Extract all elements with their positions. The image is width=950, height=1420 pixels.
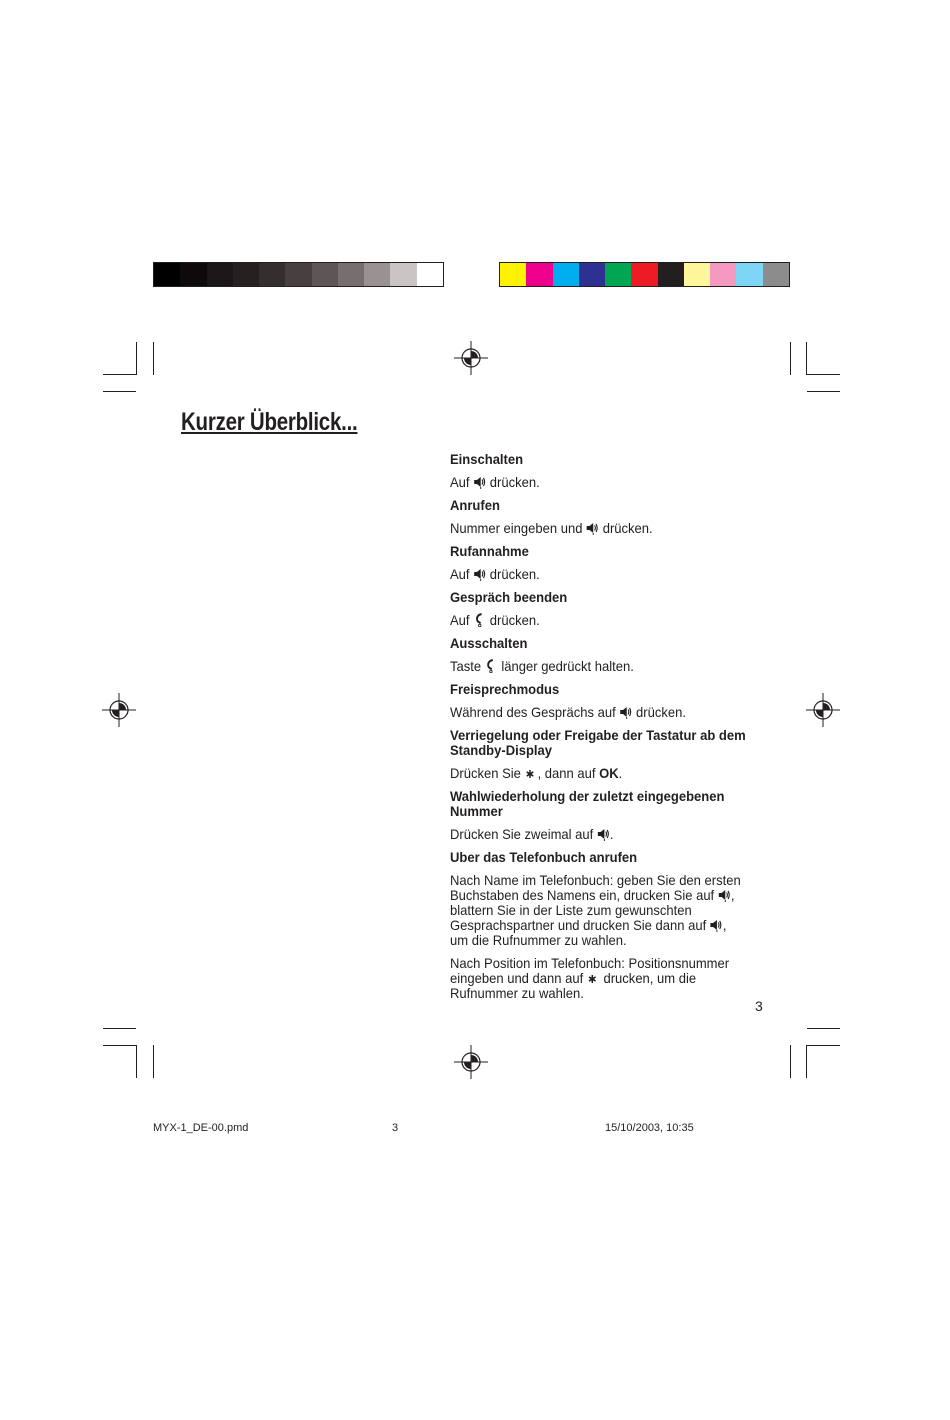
- body-text: Drücken Sie: [450, 765, 525, 781]
- section-heading: Anrufen: [450, 497, 500, 513]
- color-swatch: [631, 263, 657, 286]
- body-text: , um die Rufnummer zu wahlen.: [450, 917, 727, 948]
- section-heading: Rufannahme: [450, 543, 529, 559]
- body-text: Während des Gesprächs auf: [450, 704, 620, 720]
- gray-swatch: [390, 263, 416, 286]
- color-swatch: [526, 263, 552, 286]
- color-swatch: [763, 263, 789, 286]
- hangup-power-icon: [473, 613, 486, 627]
- body-text: .: [609, 826, 614, 842]
- hangup-power-icon: [485, 659, 498, 673]
- section-body: [450, 873, 748, 948]
- speaker-call-icon: [473, 567, 486, 581]
- section-body: [450, 956, 748, 1001]
- registration-mark-icon: [454, 341, 488, 375]
- section-body: [450, 827, 748, 842]
- body-text: , blattern Sie in der Liste zum gewunschten Gesprachspartner und drucken Sie dann auf: [450, 887, 735, 933]
- body-text: Auf: [450, 474, 474, 490]
- speaker-call-icon: [718, 888, 731, 902]
- section-body: [450, 705, 748, 720]
- color-swatch: [658, 263, 684, 286]
- page-number: 3: [755, 998, 763, 1014]
- gray-swatch: [180, 263, 206, 286]
- color-swatch: [684, 263, 710, 286]
- section-body: [450, 567, 748, 582]
- speaker-call-icon: [473, 475, 486, 489]
- gray-swatch: [259, 263, 285, 286]
- gray-swatch: [338, 263, 364, 286]
- body-text: Auf: [450, 566, 474, 582]
- footer-filename: MYX-1_DE-00.pmd: [153, 1122, 249, 1134]
- color-swatch: [605, 263, 631, 286]
- registration-mark-icon: [806, 693, 840, 727]
- body-text: drücken.: [632, 704, 686, 720]
- body-text: drücken.: [486, 474, 540, 490]
- body-text: Drücken Sie zweimal auf: [450, 826, 597, 842]
- body-text: Nach Name im Telefonbuch: geben Sie den ersten Buchstaben des Namens ein, drucken Sie auf: [450, 872, 741, 903]
- footer-page: 3: [392, 1122, 399, 1134]
- gray-swatch: [417, 263, 443, 286]
- section-body: [450, 613, 748, 628]
- registration-mark-icon: [102, 693, 136, 727]
- gray-swatch: [154, 263, 180, 286]
- page-title: Kurzer Überblick...: [181, 408, 358, 436]
- footer-date: 15/10/2003, 10:35: [605, 1122, 694, 1134]
- color-swatch: [500, 263, 526, 286]
- section-body: [450, 521, 748, 536]
- color-swatch: [579, 263, 605, 286]
- speaker-call-icon: [619, 705, 632, 719]
- section-heading: Einschalten: [450, 451, 524, 467]
- key-label: OK: [599, 765, 619, 781]
- section-heading: Freisprechmodus: [450, 681, 560, 697]
- color-calibration-bar: [499, 262, 790, 287]
- section-heading: Gespräch beenden: [450, 589, 568, 605]
- section-heading: Wahlwiederholung der zuletzt eingegebenen Nummer: [450, 788, 725, 819]
- color-swatch: [710, 263, 736, 286]
- gray-swatch: [233, 263, 259, 286]
- star-key-icon: [525, 766, 538, 780]
- color-swatch: [736, 263, 762, 286]
- body-text: drücken.: [599, 520, 653, 536]
- body-text: länger gedrückt halten.: [497, 658, 634, 674]
- gray-swatch: [312, 263, 338, 286]
- star-key-icon: [587, 971, 600, 985]
- speaker-call-icon: [586, 521, 599, 535]
- section-heading: Uber das Telefonbuch anrufen: [450, 849, 638, 865]
- section-body: [450, 659, 748, 674]
- body-text: Auf: [450, 612, 474, 628]
- speaker-call-icon: [710, 918, 723, 932]
- registration-mark-icon: [454, 1045, 488, 1079]
- body-text: .: [618, 765, 623, 781]
- body-text: Taste: [450, 658, 485, 674]
- gray-swatch: [285, 263, 311, 286]
- section-heading: Ausschalten: [450, 635, 528, 651]
- section-body: [450, 475, 748, 490]
- quick-overview-list: [450, 452, 748, 1009]
- body-text: Nummer eingeben und: [450, 520, 587, 536]
- body-text: drücken.: [486, 612, 540, 628]
- speaker-call-icon: [597, 827, 610, 841]
- grayscale-calibration-bar: [153, 262, 444, 287]
- body-text: , dann auf: [537, 765, 600, 781]
- body-text: Nach Position im Telefonbuch: Positionsnummer eingeben und dann auf: [450, 955, 730, 986]
- body-text: drücken.: [486, 566, 540, 582]
- color-swatch: [553, 263, 579, 286]
- gray-swatch: [207, 263, 233, 286]
- section-body: [450, 766, 748, 781]
- gray-swatch: [364, 263, 390, 286]
- section-heading: Verriegelung oder Freigabe der Tastatur ab dem Standby-Display: [450, 727, 746, 758]
- body-text: drucken, um die Rufnummer zu wahlen.: [450, 970, 697, 1001]
